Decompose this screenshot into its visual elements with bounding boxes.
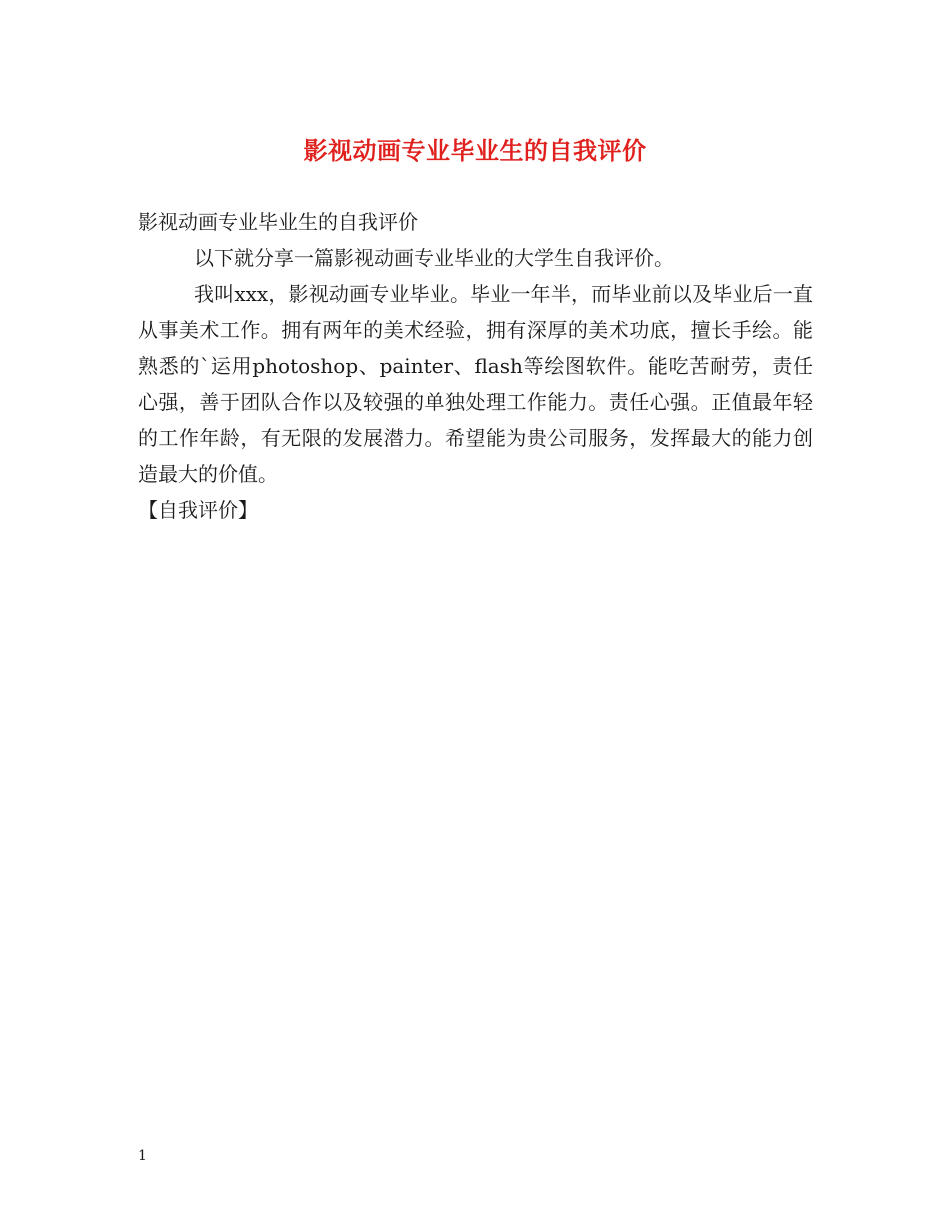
document-body bbox=[138, 204, 813, 528]
document-title: 影视动画专业毕业生的自我评价 bbox=[303, 136, 647, 165]
self-evaluation-paragraph: 我叫xxx，影视动画专业毕业。毕业一年半，而毕业前以及毕业后一直从事美术工作。拥有两年的美术经验，拥有深厚的美术功底，擅长手绘。能熟悉的`运用photoshop、painter、flash等绘图软件。能吃苦耐劳，责任心强，善于团队合作以及较强的单独处理工作能力。责任心强。正值最年轻的工作年龄，有无限的发展潜力。希望能为贵公司服务，发挥最大的能力创造最大的价值。 bbox=[138, 282, 813, 486]
intro-paragraph: 以下就分享一篇影视动画专业毕业的大学生自我评价。 bbox=[194, 246, 674, 270]
page-number: 1 bbox=[138, 1148, 147, 1164]
document-subtitle: 影视动画专业毕业生的自我评价 bbox=[138, 210, 418, 234]
section-heading: 【自我评价】 bbox=[138, 498, 258, 522]
